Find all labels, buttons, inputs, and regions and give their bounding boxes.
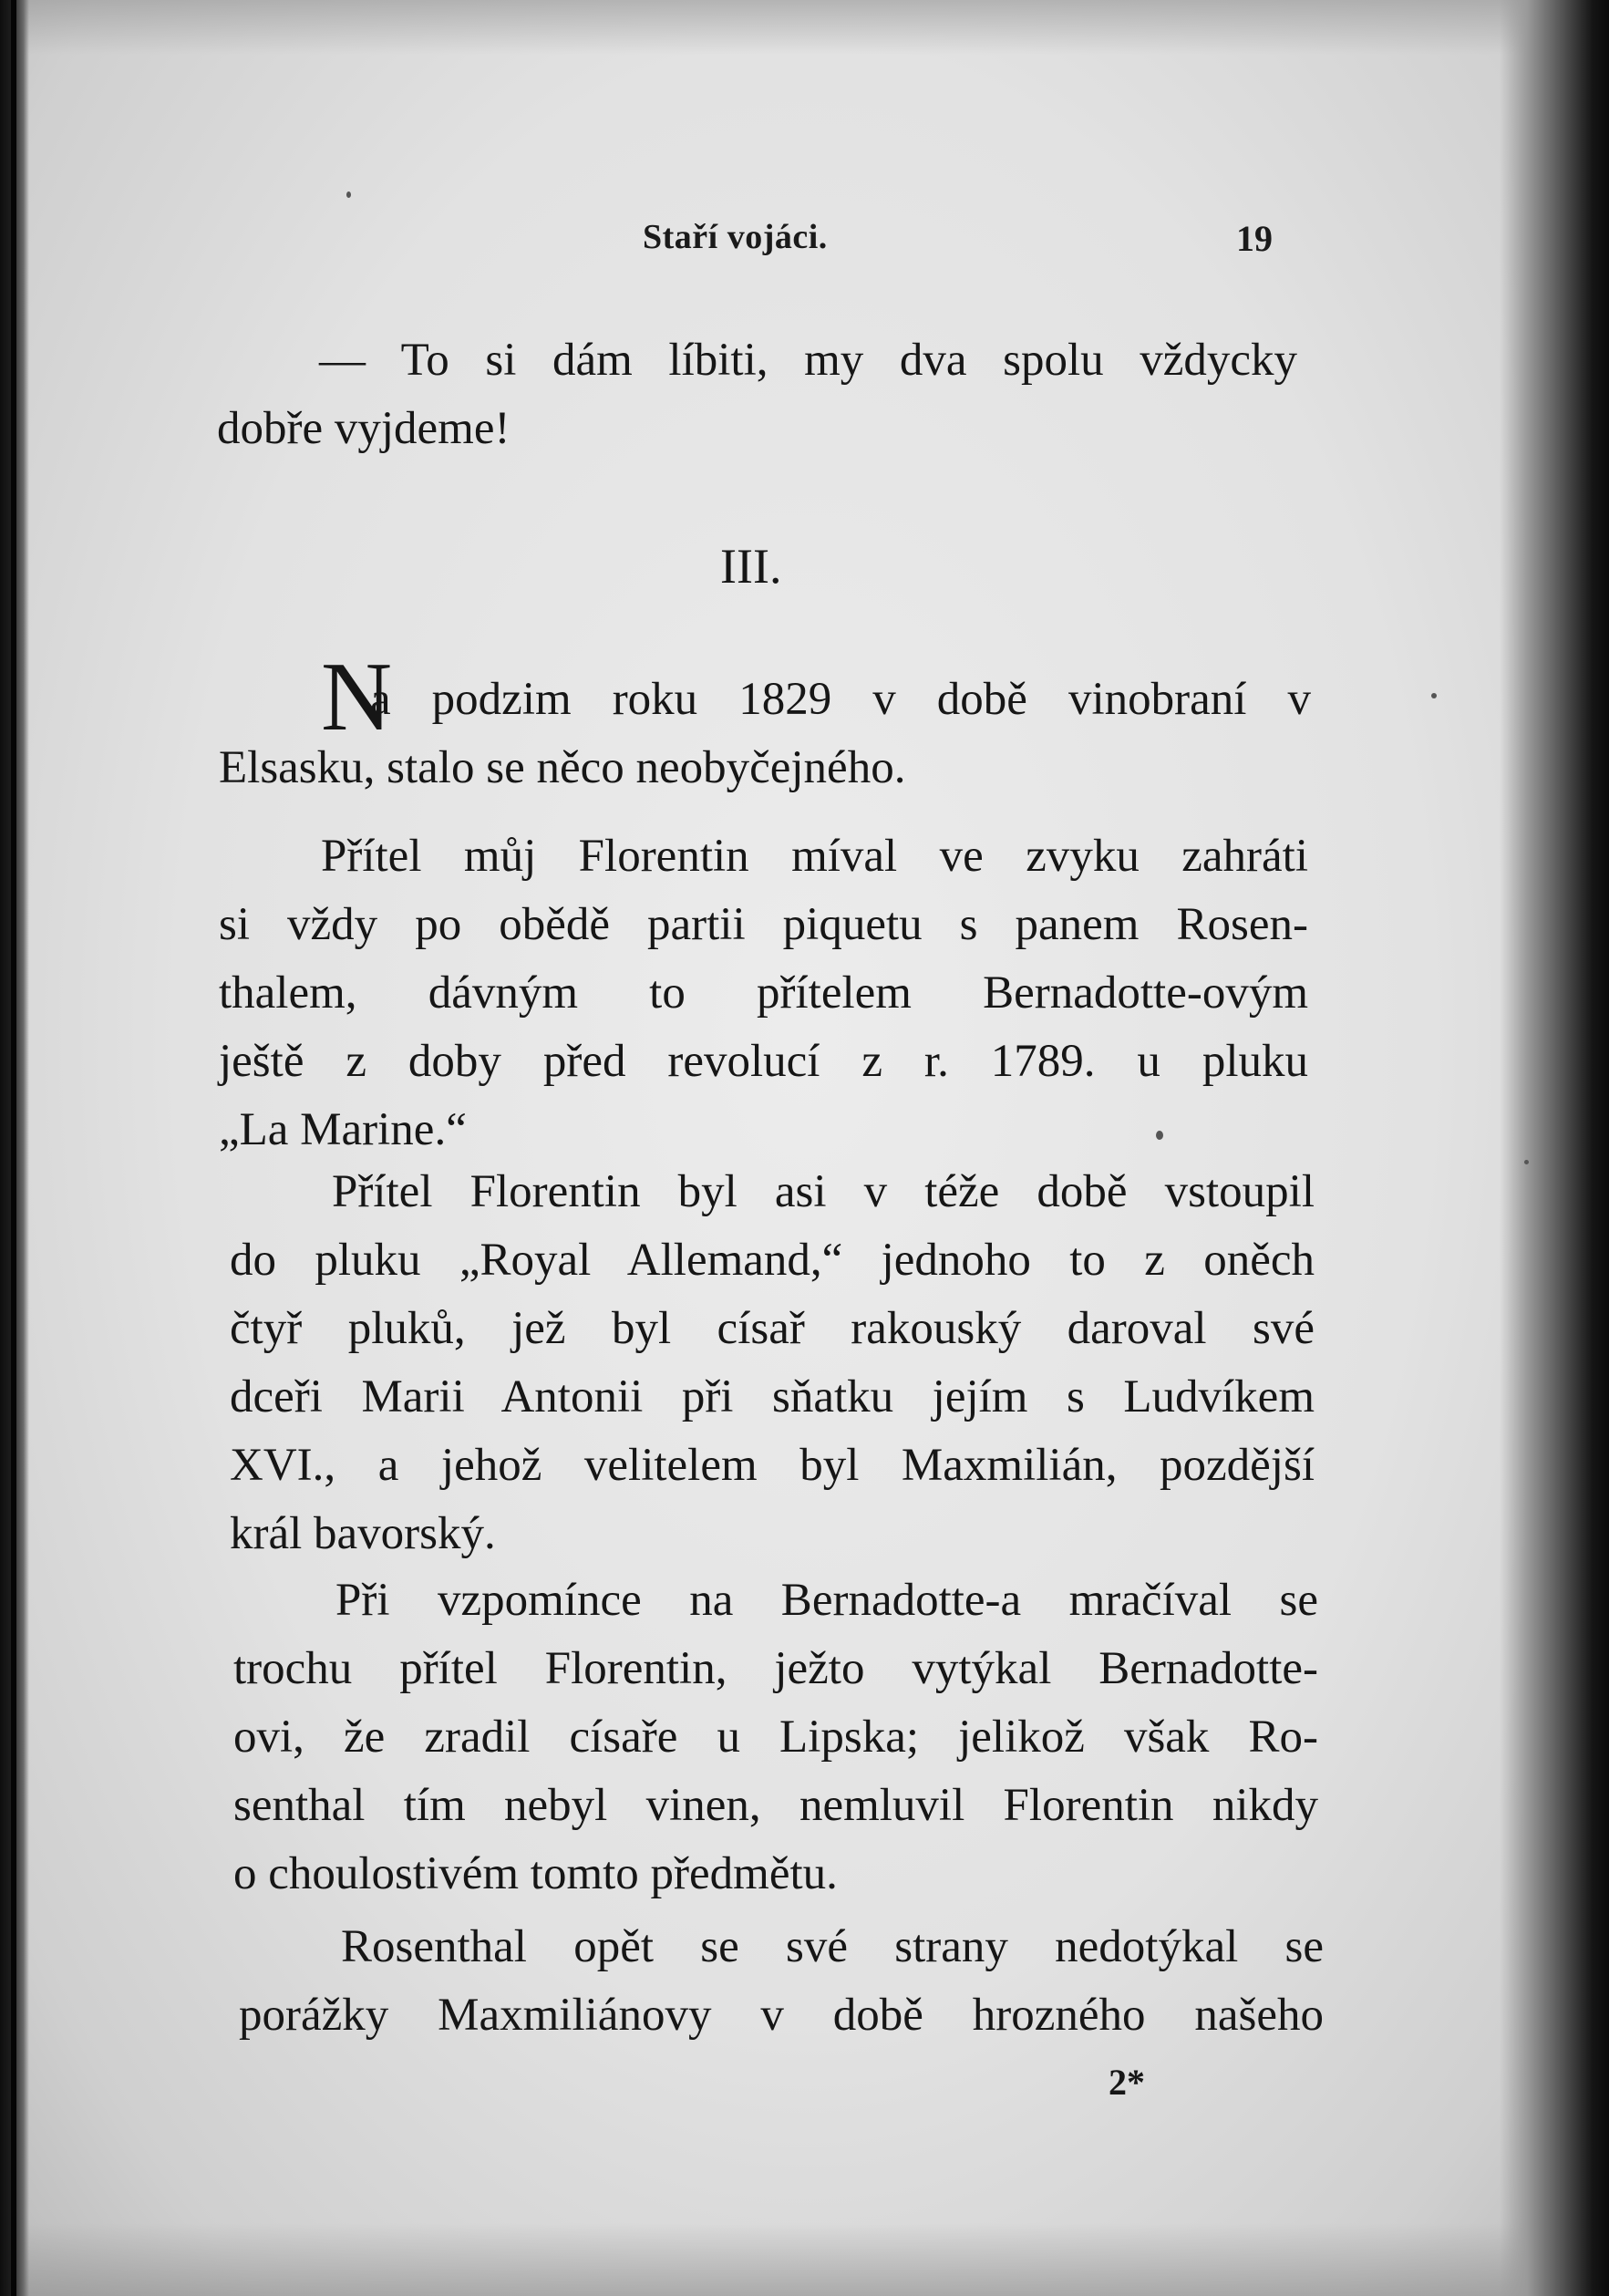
print-speck	[1524, 1160, 1529, 1164]
text-line: čtyř pluků, jež byl císař rakouský daroval své	[230, 1303, 1315, 1354]
text-line: dceři Marii Antonii při sňatku jejím s Ludvíkem	[230, 1371, 1315, 1422]
text-line: si vždy po obědě partii piquetu s panem Rosen-	[219, 899, 1308, 950]
text-line: thalem, dávným to přítelem Bernadotte-ovým	[219, 967, 1308, 1019]
text-line: ovi, že zradil císaře u Lipska; jelikož však Ro-	[233, 1712, 1318, 1763]
text-line: Přítel můj Florentin míval ve zvyku zahráti	[321, 831, 1308, 882]
text-line: trochu přítel Florentin, ježto vytýkal Bernadotte-	[233, 1643, 1318, 1694]
page-number: 19	[1236, 218, 1273, 259]
text-line: ještě z doby před revolucí z r. 1789. u pluku	[219, 1036, 1308, 1087]
text-line: Přítel Florentin byl asi v téže době vstoupil	[332, 1166, 1315, 1217]
text-line	[219, 643, 1311, 751]
scan-left-border	[11, 0, 16, 2296]
print-speck	[1431, 693, 1437, 698]
paragraph-5	[239, 1913, 1324, 2050]
text-line: do pluku „Royal Allemand,“ jednoho to z oněch	[230, 1235, 1315, 1286]
text-line: XVI., a jehož velitelem byl Maxmilián, pozdější	[230, 1440, 1315, 1491]
text-line: — To si dám líbiti, my dva spolu vždycky	[319, 335, 1297, 386]
running-title: Staří vojáci.	[643, 218, 828, 256]
text-line: o choulostivém tomto předmětu.	[233, 1848, 838, 1899]
scan-bottom-shadow	[0, 2223, 1609, 2296]
print-speck	[346, 191, 351, 198]
drop-cap: N	[321, 643, 392, 751]
text-line: Rosenthal opět se své strany nedotýkal se	[341, 1921, 1324, 1972]
paragraph-4	[233, 1567, 1318, 1908]
paragraph-1	[219, 643, 1311, 802]
text-line: porážky Maxmiliánovy v době hrozného našeho	[239, 1990, 1324, 2041]
text-line: „La Marine.“	[219, 1104, 467, 1155]
text-line: Elsasku, stalo se něco neobyčejného.	[219, 742, 906, 793]
paragraph-3	[230, 1158, 1315, 1568]
text-line-content: a podzim roku 1829 v době vinobraní v	[370, 674, 1311, 725]
scan-top-shadow	[0, 0, 1609, 55]
section-heading: III.	[720, 539, 782, 594]
text-line: dobře vyjdeme!	[217, 403, 511, 454]
scan-right-edge	[1500, 0, 1609, 2296]
opening-text	[217, 326, 1297, 463]
text-line: Při vzpomínce na Bernadotte-a mračíval se	[335, 1575, 1318, 1626]
text-line: senthal tím nebyl vinen, nemluvil Florentin nikdy	[233, 1780, 1318, 1831]
paragraph-2	[219, 822, 1308, 1164]
text-line: král bavorský.	[230, 1508, 496, 1559]
signature-mark: 2*	[1109, 2062, 1145, 2103]
